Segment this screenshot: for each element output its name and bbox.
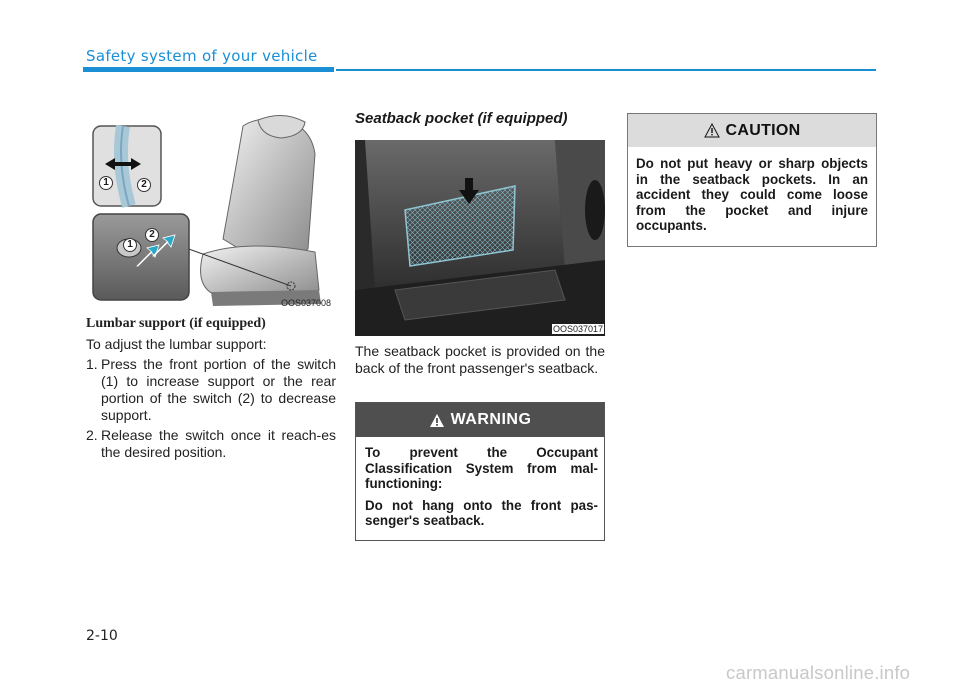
step-number: 1. [86,356,98,372]
warning-body [356,437,604,529]
seatback-illustration [355,140,605,336]
callout-2-upper: 2 [137,178,151,192]
figure-code: OOS037008 [280,298,331,308]
seatback-pocket-text: The seatback pocket is provided on the back of the front passenger's seatback. [355,343,605,376]
page-number: 2-10 [86,628,118,644]
callout-1-lower: 1 [123,238,137,252]
step-text: Release the switch once it reach-es the desired position. [101,427,336,460]
caution-body: Do not put heavy or sharp objects in the seatback pockets. In an accident they could come loose from the pocket and injure occupants. [636,156,868,233]
list-item [86,427,336,461]
section-title: Safety system of your vehicle [86,47,318,65]
watermark: carmanualsonline.info [726,662,911,683]
warning-triangle-icon [429,413,445,428]
header-rule-thin [336,69,876,71]
step-number: 2. [86,427,98,443]
callout-2-lower: 2 [145,228,159,242]
figure-code: OOS037017 [552,324,603,334]
warning-box [355,402,605,541]
warning-paragraph: To prevent the Occupant Classification System from mal-functioning: [365,445,598,491]
seat-illustration [83,114,333,310]
lumbar-intro: To adjust the lumbar support: [86,336,267,352]
header-rule-thick [83,67,334,72]
lumbar-support-figure [83,114,333,310]
warning-paragraph: Do not hang onto the front pas-senger's seatback. [365,497,598,528]
warning-header [356,403,604,437]
list-item [86,356,336,424]
callout-1-upper: 1 [99,176,113,190]
warning-heading: WARNING [450,411,532,428]
seatback-pocket-figure [355,140,605,336]
lumbar-support-title: Lumbar support (if equipped) [86,316,266,331]
caution-box [627,113,877,247]
caution-triangle-icon [704,123,720,138]
caution-header [628,114,876,147]
seatback-pocket-title: Seatback pocket (if equipped) [355,110,568,127]
caution-heading: CAUTION [725,121,801,139]
step-text: Press the front portion of the switch (1) to increase support or the rear portion of the switch (2) to decrease support. [101,356,336,423]
lumbar-steps [86,356,336,464]
